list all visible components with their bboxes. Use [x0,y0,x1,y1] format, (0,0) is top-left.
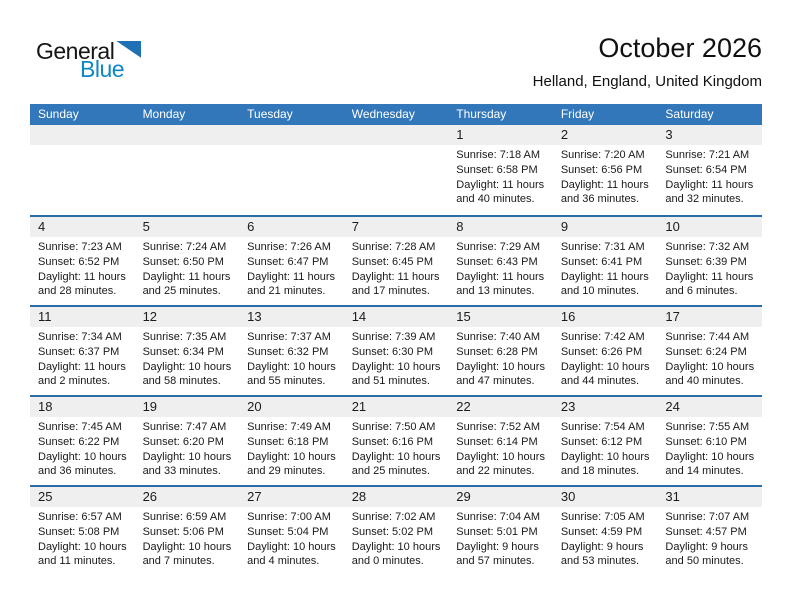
calendar-table [30,104,762,575]
day-content-band [30,327,762,389]
sun-info-line: and 10 minutes. [560,285,640,298]
sun-info-line: Sunrise: 7:34 AM [38,331,122,343]
sun-info-line: Daylight: 11 hours [38,360,126,373]
day-number: 8 [456,219,464,234]
day-content-band [30,507,762,569]
title-block [533,33,762,90]
day-number: 6 [247,219,255,234]
sun-info-line: and 29 minutes. [247,465,326,478]
sun-info-line: Sunrise: 7:47 AM [142,421,227,433]
sun-info-line: and 6 minutes. [665,285,738,298]
sun-info-line: Sunrise: 7:05 AM [560,511,645,523]
sun-info-line: Sunset: 6:24 PM [665,345,747,358]
day-cell-details [448,327,553,389]
sun-info-line: Sunrise: 7:18 AM [456,149,541,161]
sun-info-line: Daylight: 9 hours [665,540,748,553]
sun-info-line: Sunset: 6:45 PM [351,255,434,268]
sun-info-line: Sunset: 6:28 PM [456,345,538,358]
day-cell-empty [239,145,344,207]
day-cell-details [657,237,762,299]
week-row [30,125,762,215]
day-cell-details [344,327,449,389]
day-cell-empty [135,145,240,207]
page-title: October 2026 [598,33,762,63]
day-number-band [30,125,762,145]
weekday-header-thursday: Thursday [456,107,507,121]
day-content-band [30,145,762,207]
weekday-header-tuesday: Tuesday [247,107,293,121]
sun-info-line: Daylight: 11 hours [38,270,126,283]
day-cell-details [553,237,658,299]
sun-info-line: Sunrise: 7:00 AM [247,511,331,523]
sun-info-line: and 14 minutes. [665,465,744,478]
sun-info-line: Daylight: 11 hours [142,270,231,283]
sun-info-line: and 32 minutes. [665,193,744,206]
sun-info-line: Sunset: 6:47 PM [247,255,329,268]
sun-info-line: Daylight: 9 hours [560,540,644,553]
sun-info-line: Sunrise: 7:20 AM [560,149,645,161]
day-number: 21 [351,399,367,414]
sun-info-line: Daylight: 10 hours [247,540,336,553]
day-cell-details [657,417,762,479]
sun-info-line: Daylight: 10 hours [560,360,650,373]
day-number: 30 [560,489,576,504]
sun-info-line: Sunset: 6:10 PM [665,435,747,448]
sun-info-line: Sunset: 6:22 PM [38,435,120,448]
day-number: 14 [351,309,367,324]
sun-info-line: Daylight: 10 hours [351,360,441,373]
sun-info-line: and 51 minutes. [351,375,430,388]
sun-info-line: Sunset: 6:43 PM [456,255,538,268]
sun-info-line: Sunset: 5:01 PM [456,525,538,538]
sun-info-line: Sunrise: 7:24 AM [142,241,227,253]
day-number: 2 [560,127,569,142]
day-number-band [30,307,762,327]
sun-info-line: Sunset: 6:16 PM [351,435,434,448]
day-cell-details [239,417,344,479]
day-number-empty [344,125,449,145]
day-cell-details [30,327,135,389]
day-number: 7 [351,219,359,234]
sun-info-line: and 0 minutes. [351,555,424,568]
day-number: 23 [560,399,576,414]
calendar-weeks [30,125,762,575]
day-cell-details [344,417,449,479]
day-cell-details [448,417,553,479]
day-cell-details [657,327,762,389]
day-number: 26 [142,489,158,504]
sun-info-line: Sunrise: 7:52 AM [456,421,541,433]
sun-info-line: Sunset: 6:20 PM [142,435,224,448]
sun-info-line: and 25 minutes. [142,285,221,298]
sun-info-line: Sunset: 4:57 PM [665,525,747,538]
sun-info-line: Sunrise: 7:28 AM [351,241,436,253]
sun-info-line: Sunset: 6:56 PM [560,163,643,176]
day-number: 9 [560,219,569,234]
day-number: 20 [247,399,262,414]
sun-info-line: Sunrise: 7:49 AM [247,421,331,433]
day-number-band [30,487,762,507]
page-subtitle: Helland, England, United Kingdom [532,73,762,90]
sun-info-line: and 18 minutes. [560,465,640,478]
day-number: 16 [560,309,576,324]
day-number: 18 [38,399,53,414]
sun-info-line: Daylight: 11 hours [456,270,545,283]
sun-info-line: Sunrise: 7:54 AM [560,421,645,433]
day-number-empty [135,125,240,145]
day-cell-details [30,417,135,479]
day-number: 15 [456,309,471,324]
sun-info-line: Daylight: 10 hours [456,450,545,463]
day-number: 27 [247,489,262,504]
sun-info-line: Sunrise: 7:23 AM [38,241,122,253]
sun-info-line: Sunset: 6:34 PM [142,345,224,358]
sun-info-line: and 58 minutes. [142,375,221,388]
sun-info-line: Sunrise: 7:32 AM [665,241,750,253]
sun-info-line: and 25 minutes. [351,465,430,478]
sun-info-line: and 21 minutes. [247,285,326,298]
sun-info-line: Sunrise: 7:55 AM [665,421,750,433]
sun-info-line: and 57 minutes. [456,555,535,568]
sun-info-line: Sunrise: 7:02 AM [351,511,436,523]
day-cell-details [239,327,344,389]
sun-info-line: Daylight: 10 hours [142,450,232,463]
day-cell-details [30,507,135,569]
day-cell-details [553,507,658,569]
sun-info-line: Sunset: 5:02 PM [351,525,434,538]
sun-info-line: and 55 minutes. [247,375,326,388]
sun-info-line: Daylight: 10 hours [247,360,336,373]
sun-info-line: and 40 minutes. [665,375,744,388]
weekday-header-friday: Friday [560,107,595,121]
sun-info-line: Daylight: 11 hours [456,178,545,191]
sun-info-line: Sunrise: 7:50 AM [351,421,436,433]
sun-info-line: Daylight: 10 hours [456,360,545,373]
day-number: 19 [142,399,158,414]
sun-info-line: Sunrise: 7:42 AM [560,331,645,343]
sun-info-line: and 50 minutes. [665,555,744,568]
sun-info-line: and 17 minutes. [351,285,430,298]
sun-info-line: Sunrise: 7:31 AM [560,241,645,253]
weekday-header-sunday: Sunday [38,107,79,121]
sun-info-line: Sunset: 6:32 PM [247,345,329,358]
sun-info-line: Sunset: 6:50 PM [142,255,224,268]
sun-info-line: Sunrise: 7:37 AM [247,331,331,343]
sun-info-line: Daylight: 11 hours [665,178,754,191]
sun-info-line: Daylight: 10 hours [142,540,232,553]
sun-info-line: Daylight: 10 hours [351,540,441,553]
day-number: 24 [665,399,680,414]
sun-info-line: Sunset: 5:08 PM [38,525,120,538]
day-cell-details [135,417,240,479]
day-number-empty [239,125,344,145]
sun-info-line: Daylight: 10 hours [38,540,127,553]
sun-info-line: Sunset: 6:30 PM [351,345,434,358]
sun-info-line: Sunset: 6:41 PM [560,255,643,268]
sun-info-line: Sunrise: 7:35 AM [142,331,227,343]
sun-info-line: Daylight: 10 hours [665,360,755,373]
sun-info-line: Daylight: 9 hours [456,540,539,553]
sun-info-line: Sunrise: 7:07 AM [665,511,750,523]
day-cell-details [553,145,658,207]
sun-info-line: Sunset: 6:39 PM [665,255,747,268]
sun-info-line: Daylight: 10 hours [351,450,441,463]
week-row [30,485,762,575]
day-number: 17 [665,309,680,324]
day-cell-details [657,145,762,207]
day-number: 22 [456,399,471,414]
day-number: 25 [38,489,53,504]
sun-info-line: and 13 minutes. [456,285,535,298]
day-number: 4 [38,219,46,234]
sun-info-line: and 40 minutes. [456,193,535,206]
day-number: 5 [142,219,150,234]
day-cell-details [135,327,240,389]
day-cell-details [135,237,240,299]
day-number-band [30,217,762,237]
sun-info-line: Sunset: 6:12 PM [560,435,643,448]
day-number: 12 [142,309,158,324]
day-cell-details [448,145,553,207]
week-row [30,395,762,485]
sun-info-line: Sunrise: 7:21 AM [665,149,750,161]
sun-info-line: Daylight: 11 hours [665,270,754,283]
sun-info-line: Daylight: 11 hours [560,270,649,283]
sun-info-line: Sunset: 6:58 PM [456,163,538,176]
sun-info-line: and 33 minutes. [142,465,221,478]
weekday-header-wednesday: Wednesday [351,107,415,121]
sun-info-line: Sunrise: 7:29 AM [456,241,541,253]
sun-info-line: and 2 minutes. [38,375,111,388]
sun-info-line: Daylight: 11 hours [247,270,335,283]
weekday-header-monday: Monday [142,107,186,121]
sun-info-line: Sunset: 6:37 PM [38,345,120,358]
sun-info-line: and 4 minutes. [247,555,320,568]
day-content-band [30,237,762,299]
day-number: 28 [351,489,367,504]
day-cell-details [553,417,658,479]
weekday-header-row [30,104,762,125]
sun-info-line: Sunset: 6:14 PM [456,435,538,448]
sun-info-line: and 11 minutes. [38,555,116,568]
sun-info-line: Daylight: 11 hours [351,270,440,283]
sun-info-line: Daylight: 10 hours [38,450,127,463]
sun-info-line: Sunrise: 6:57 AM [38,511,122,523]
day-cell-details [448,237,553,299]
day-cell-details [344,507,449,569]
sun-info-line: and 44 minutes. [560,375,640,388]
day-cell-details [344,237,449,299]
weekday-header-saturday: Saturday [665,107,714,121]
sun-info-line: Sunset: 5:04 PM [247,525,329,538]
sun-info-line: and 7 minutes. [142,555,215,568]
day-number: 13 [247,309,262,324]
sun-info-line: Sunset: 6:54 PM [665,163,747,176]
day-number-band [30,397,762,417]
sun-info-line: Sunrise: 7:40 AM [456,331,541,343]
day-number: 11 [38,309,52,324]
sun-info-line: Daylight: 10 hours [560,450,650,463]
day-content-band [30,417,762,479]
sun-info-line: Daylight: 10 hours [142,360,232,373]
sun-info-line: Sunrise: 7:26 AM [247,241,331,253]
day-cell-details [239,237,344,299]
sun-info-line: and 47 minutes. [456,375,535,388]
day-number: 31 [665,489,680,504]
day-cell-empty [344,145,449,207]
sun-info-line: Sunrise: 7:45 AM [38,421,122,433]
sun-info-line: and 28 minutes. [38,285,117,298]
sun-info-line: Sunset: 6:18 PM [247,435,329,448]
general-blue-logo [36,40,141,81]
day-cell-details [135,507,240,569]
sun-info-line: Sunset: 4:59 PM [560,525,643,538]
page-header [0,0,792,104]
day-cell-details [553,327,658,389]
sun-info-line: and 36 minutes. [560,193,640,206]
sun-info-line: Daylight: 10 hours [665,450,755,463]
week-row [30,215,762,305]
day-cell-details [239,507,344,569]
day-number: 3 [665,127,673,142]
day-number: 1 [456,127,464,142]
day-number: 29 [456,489,471,504]
sun-info-line: Daylight: 10 hours [247,450,336,463]
day-cell-details [448,507,553,569]
sun-info-line: Sunset: 6:26 PM [560,345,643,358]
day-number: 10 [665,219,680,234]
day-cell-details [30,237,135,299]
day-cell-empty [30,145,135,207]
logo-word-blue: Blue [80,56,125,82]
sun-info-line: Sunrise: 7:04 AM [456,511,541,523]
logo-word-general: General [36,38,115,64]
sun-info-line: Sunrise: 6:59 AM [142,511,227,523]
sun-info-line: and 53 minutes. [560,555,640,568]
sun-info-line: Sunrise: 7:44 AM [665,331,750,343]
sun-info-line: Sunrise: 7:39 AM [351,331,436,343]
day-cell-details [657,507,762,569]
sun-info-line: Sunset: 6:52 PM [38,255,120,268]
sun-info-line: and 36 minutes. [38,465,117,478]
week-row [30,305,762,395]
sun-info-line: Daylight: 11 hours [560,178,649,191]
sun-info-line: and 22 minutes. [456,465,535,478]
day-number-empty [30,125,135,145]
sun-info-line: Sunset: 5:06 PM [142,525,224,538]
